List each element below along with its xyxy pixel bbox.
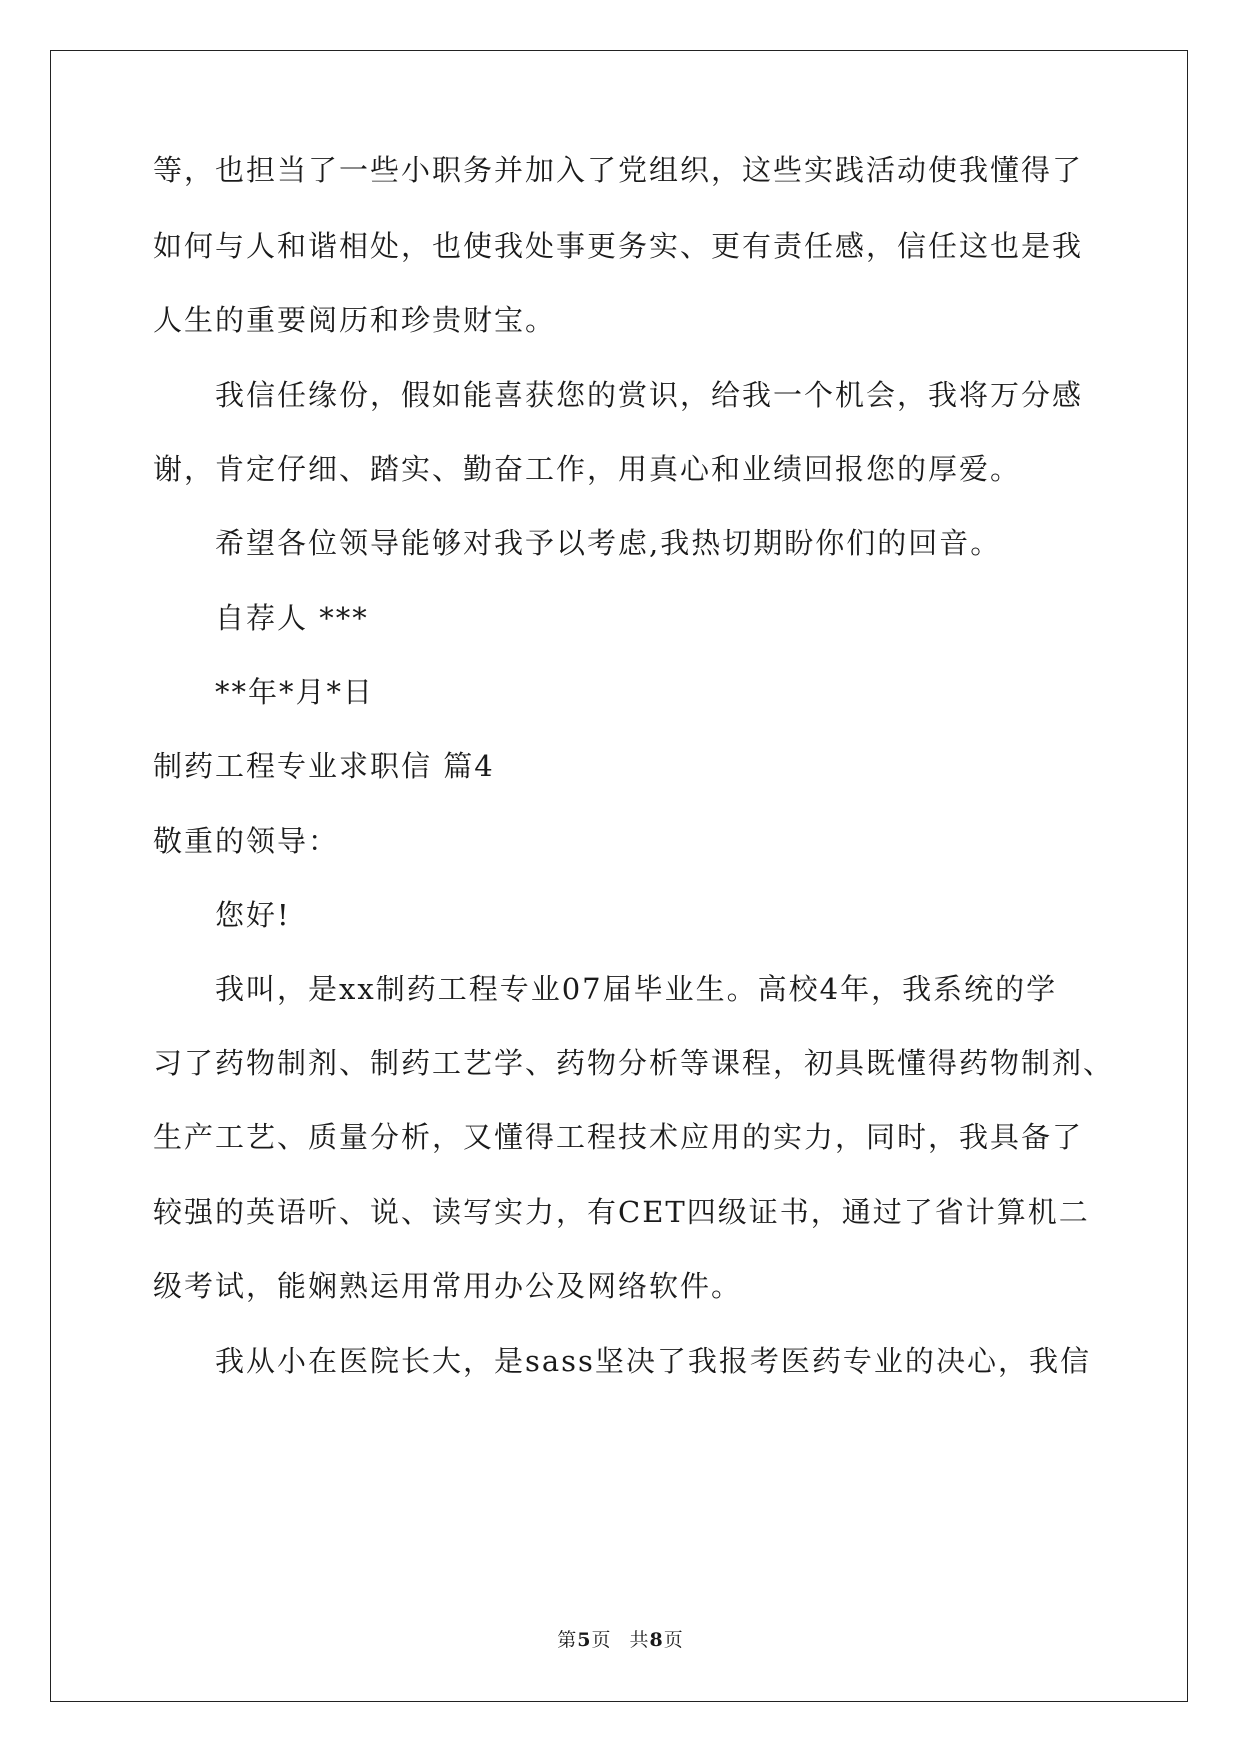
page-prefix: 第 — [557, 1629, 578, 1651]
text-line: 习了药物制剂、制药工艺学、药物分析等课程，初具既懂得药物制剂、 — [153, 1046, 1115, 1080]
date-line: **年*月*日 — [215, 675, 375, 709]
section-heading: 制药工程专业求职信 篇4 — [153, 749, 495, 783]
text-line: 谢，肯定仔细、踏实、勤奋工作，用真心和业绩回报您的厚爱。 — [153, 452, 1022, 486]
greeting: 您好! — [215, 898, 291, 932]
current-page-number: 5 — [577, 1629, 592, 1651]
text-line: 等，也担当了一些小职务并加入了党组织，这些实践活动使我懂得了 — [153, 153, 1084, 187]
total-suffix: 页 — [663, 1629, 684, 1651]
text-line: 希望各位领导能够对我予以考虑,我热切期盼你们的回音。 — [215, 526, 1002, 560]
text-line: 生产工艺、质量分析，又懂得工程技术应用的实力，同时，我具备了 — [153, 1120, 1084, 1154]
text-line: 我叫，是xx制药工程专业07届毕业生。高校4年，我系统的学 — [215, 972, 1058, 1006]
page-suffix: 页 — [591, 1629, 612, 1651]
text-line: 级考试，能娴熟运用常用办公及网络软件。 — [153, 1269, 743, 1303]
total-prefix: 共 — [629, 1629, 650, 1651]
text-line: 人生的重要阅历和珍贵财宝。 — [153, 303, 557, 337]
total-page-number: 8 — [649, 1629, 664, 1651]
signature-line: 自荐人 *** — [215, 601, 369, 635]
text-line: 我信任缘份，假如能喜获您的赏识，给我一个机会，我将万分感 — [215, 378, 1084, 412]
text-line: 我从小在医院长大，是sass坚决了我报考医药专业的决心，我信 — [215, 1344, 1091, 1378]
text-line: 较强的英语听、说、读写实力，有CET四级证书，通过了省计算机二 — [153, 1195, 1090, 1229]
page-border — [50, 50, 1188, 1702]
salutation: 敬重的领导： — [153, 824, 340, 858]
page-footer — [0, 1628, 1241, 1652]
text-line: 如何与人和谐相处，也使我处事更务实、更有责任感，信任这也是我 — [153, 229, 1084, 263]
